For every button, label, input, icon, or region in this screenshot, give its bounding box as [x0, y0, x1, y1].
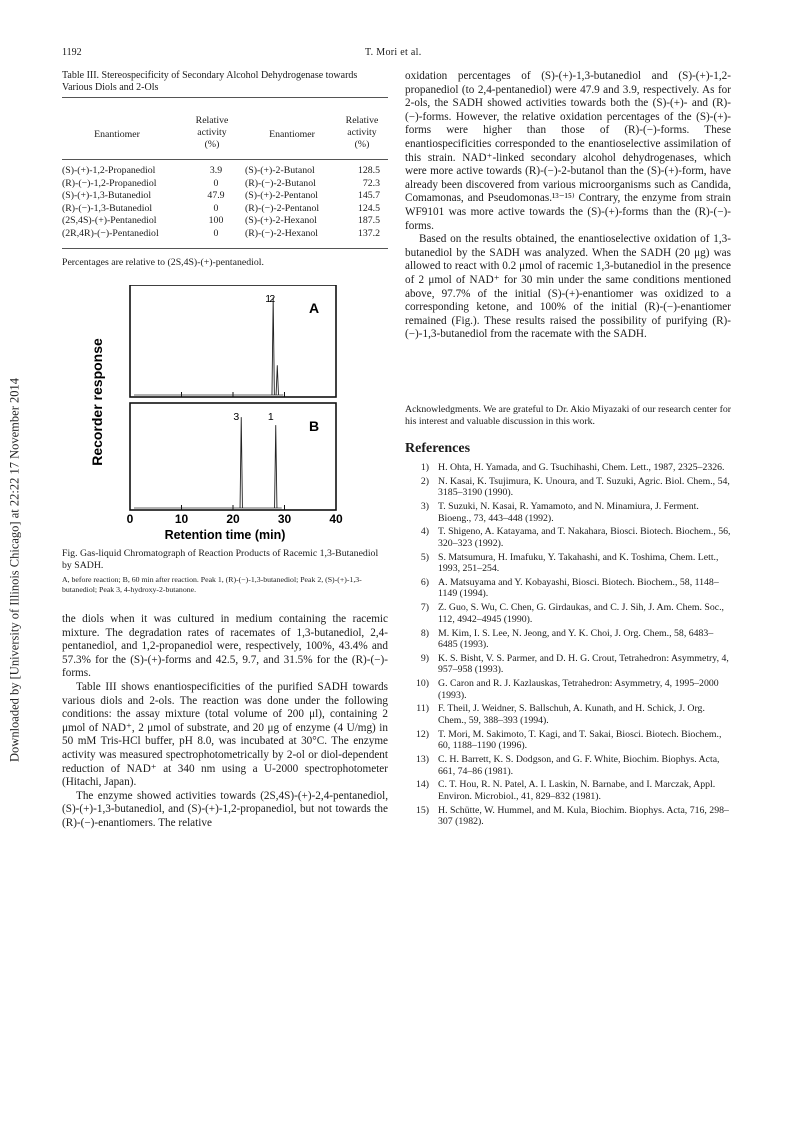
- reference-text: C. H. Barrett, K. S. Dodgson, and G. F. White, Biochim. Biophys. Acta, 661, 74–86 (1981).: [438, 754, 720, 777]
- reference-text: A. Matsuyama and Y. Kobayashi, Biosci. Biotech. Biochem., 58, 1148–1149 (1994).: [438, 576, 719, 600]
- cell-enantiomer: (S)-(+)-1,2-Propanediol: [62, 165, 156, 176]
- download-watermark: [3, 220, 23, 920]
- left-column-body: [62, 613, 388, 831]
- x-axis-label: Retention time (min): [164, 528, 286, 542]
- running-head: T. Mori et al.: [365, 47, 422, 58]
- cell-activity: 145.7: [357, 190, 380, 201]
- reference-item: [405, 678, 731, 701]
- y-axis-label: Recorder response: [89, 338, 105, 466]
- x-tick-label: 30: [277, 512, 292, 526]
- cell-activity: 3.9: [209, 165, 223, 176]
- header-line: activity: [197, 127, 227, 138]
- cell-activity: 100: [208, 215, 224, 226]
- body-paragraph: Table III shows enantiospecificities of the purified SADH towards various diols and 2-ols. The reaction was done under the following conditions: the assay mixture (total volume of 200 μl), containing 2 μmol of NAD⁺, 2 μmol of substrate, and 20 μg of enzyme (4 U/mg) in 50 mM Tris-HCl buffer, pH 8.0, was incubated at 30°C. The enzyme activity was measured spectrophotometrically by 2-ol or diol-dependent reduction of NAD⁺ at 340 nm using a U-2000 spectrophotometer (Hitachi, Japan).: [62, 680, 388, 789]
- x-tick-label: 20: [226, 512, 240, 526]
- body-paragraph: The enzyme showed activities towards (2S,4S)-(+)-2,4-pentanediol, (S)-(+)-1,3-butanediol, and (S)-(+)-1,2-propanediol, but not towards the (R)-(−)-enantiomers. The relative: [62, 789, 388, 829]
- reference-number: 5): [420, 551, 429, 563]
- acknowledgments: Acknowledgments. We are grateful to Dr. Akio Miyazaki of our research center for his interest and valuable discussion in this work.: [405, 404, 731, 427]
- reference-list: [405, 462, 731, 830]
- cell-enantiomer: (R)-(−)-2-Pentanol: [245, 202, 320, 214]
- reference-number: 3): [420, 501, 429, 513]
- reference-number: 14): [415, 779, 429, 791]
- table-header-enantiomer-right: Enantiomer: [269, 129, 315, 140]
- reference-number: 11): [416, 703, 429, 715]
- header-line: Relative: [195, 115, 229, 126]
- reference-item: [405, 577, 731, 600]
- reference-item: [405, 476, 731, 499]
- x-tick-label: 10: [174, 512, 189, 526]
- cell-activity: 0: [213, 177, 219, 189]
- reference-text: H. Schütte, W. Hummel, and M. Kula, Biochim. Biophys. Acta, 716, 298–307 (1982).: [438, 804, 729, 828]
- reference-text: M. Kim, I. S. Lee, N. Jeong, and Y. K. Choi, J. Org. Chem., 58, 6483–6485 (1993).: [438, 627, 714, 651]
- reference-item: [405, 602, 731, 625]
- reference-item: [405, 703, 731, 726]
- table-row: [62, 215, 388, 228]
- reference-text: T. Shigeno, A. Katayama, and T. Nakahara, Biosci. Biotech. Biochem., 56, 320–323 (1992).: [438, 526, 731, 549]
- reference-text: Z. Guo, S. Wu, C. Chen, G. Girdaukas, and C. J. Sih, J. Am. Chem. Soc., 112, 4942–4945 (1990).: [438, 602, 724, 625]
- download-watermark-text: Downloaded by [University of Illinois Chicago] at 22:22 17 November 2014: [7, 378, 22, 762]
- reference-text: T. Mori, M. Sakimoto, T. Kagi, and T. Sakai, Biosci. Biotech. Biochem., 60, 1188–1190 (1996).: [438, 728, 722, 752]
- reference-item: [405, 729, 731, 752]
- cell-enantiomer: (S)-(+)-2-Pentanol: [245, 190, 318, 201]
- chart-axes: [127, 285, 343, 526]
- reference-number: 12): [415, 728, 429, 740]
- reference-text: K. S. Bisht, V. S. Parmer, and D. H. G. Crout, Tetrahedron: Asymmetry, 4, 957–958 (1993).: [438, 652, 729, 676]
- right-column-body: [405, 70, 731, 342]
- cell-activity: 72.3: [362, 177, 380, 189]
- cell-activity: 124.5: [357, 202, 380, 214]
- cell-activity: 128.5: [357, 165, 380, 176]
- body-paragraph: Based on the results obtained, the enantioselective oxidation of 1,3-butanediol by the SADH was analyzed. When the SADH (20 μg) was allowed to react with 0.2 μmol of racemic 1,3-butanediol in the presence of 2 μmol of NAD⁺ for 30 min under the same conditions mentioned above, 97.7% of the initial (S)-(+)-enantiomer was oxidized to a corresponding ketone, and 100% of the initial (R)-(−)-enantiomer remained (Fig.). These results raised the possibility of purifying (R)-(−)-1,3-butanediol from the racemate with the SADH.: [405, 233, 731, 341]
- cell-activity: 137.2: [357, 227, 380, 239]
- header-line: Relative: [345, 115, 379, 126]
- reference-number: 9): [420, 652, 429, 664]
- cell-activity: 187.5: [357, 215, 380, 226]
- reference-text: T. Suzuki, N. Kasai, R. Yamamoto, and N. Minamiura, J. Ferment. Bioeng., 73, 443–448 (1992).: [438, 501, 699, 524]
- peak-3: [240, 417, 242, 508]
- table-footnote: Percentages are relative to (2S,4S)-(+)-pentanediol.: [62, 257, 264, 268]
- peak-1: [275, 425, 277, 508]
- reference-number: 1): [420, 462, 429, 473]
- panel-label-A: A: [308, 300, 320, 316]
- references-heading: References: [405, 441, 471, 456]
- x-tick-label: 40: [329, 512, 343, 526]
- reference-text: H. Ohta, H. Yamada, and G. Tsuchihashi, Chem. Lett., 1987, 2325–2326.: [438, 462, 725, 473]
- reference-item: [405, 462, 731, 474]
- reference-item: [405, 779, 731, 802]
- peak-label: 3: [233, 411, 240, 423]
- reference-text: C. T. Hou, R. N. Patel, A. I. Laskin, N. Barnabe, and I. Marczak, Appl. Environ. Microbiol., 41, 829–832 (1981).: [438, 779, 716, 802]
- reference-number: 10): [415, 678, 429, 690]
- peak-label: 2: [269, 293, 276, 305]
- peak-label: 1: [267, 411, 274, 423]
- table-body: [62, 165, 388, 240]
- reference-item: [405, 805, 731, 828]
- table-rule-bottom: [62, 248, 388, 249]
- table-rule-top: [62, 97, 388, 98]
- reference-item: [405, 628, 731, 651]
- cell-enantiomer: (2S,4S)-(+)-Pentanediol: [62, 215, 157, 226]
- cell-enantiomer: (2R,4R)-(−)-Pentanediol: [62, 227, 159, 239]
- panel-frame: [130, 285, 336, 397]
- cell-activity: 0: [213, 227, 219, 239]
- table-header-activity-left: [182, 115, 242, 151]
- reference-number: 2): [420, 475, 429, 487]
- cell-enantiomer: (S)-(+)-1,3-Butanediol: [62, 190, 152, 201]
- cell-enantiomer: (S)-(+)-2-Hexanol: [245, 215, 317, 226]
- table-row: [62, 228, 388, 241]
- cell-enantiomer: (R)-(−)-2-Hexanol: [245, 227, 318, 239]
- reference-item: [405, 754, 731, 777]
- chart-marks: [134, 293, 319, 508]
- reference-text: S. Matsumura, H. Imafuku, Y. Takahashi, and K. Toshima, Chem. Lett., 1993, 251–254.: [438, 551, 719, 575]
- body-paragraph: oxidation percentages of (S)-(+)-1,3-butanediol and (S)-(+)-1,2-propanediol (to 2,4-pentanediol) were 47.9 and 3.9, respectively. As for 2-ols, the SADH showed activities towards both the (S)-(+)- and (R)-(−)-forms. However, the relative oxidation percentages of the (S)-(+)-forms were higher than those of (R)-(−)-forms. These enantiospecificities corresponded to the enantioselective assimilation of this strain. NAD⁺-linked secondary alcohol dehydrogenases, which were more active towards (R)-(−)-2-butanol than the (S)-(+)-form, have already been discovered from various microorganisms such as Candida, Comamonas, and Pseudomonas.¹³⁻¹⁵⁾ Contrary, the enzyme from strain WF9101 was more active towards the (S)-(+)-forms than the (R)-(−)-forms.: [405, 70, 731, 232]
- peak-2: [276, 365, 278, 395]
- x-tick-label: 0: [126, 512, 134, 526]
- chromatogram-chart: [80, 285, 370, 545]
- figure-caption: Fig. Gas-liquid Chromatograph of Reaction Products of Racemic 1,3-Butanediol by SADH.: [62, 548, 379, 571]
- table-row: [62, 190, 388, 203]
- page-number: 1192: [62, 47, 82, 58]
- reference-item: [405, 552, 731, 575]
- reference-item: [405, 501, 731, 524]
- table-header-enantiomer-left: Enantiomer: [94, 129, 140, 140]
- cell-activity: 0: [213, 202, 219, 214]
- peak-1: [272, 297, 274, 395]
- table-row: [62, 203, 388, 216]
- reference-number: 7): [420, 602, 429, 614]
- reference-item: [405, 526, 731, 549]
- cell-activity: 47.9: [207, 190, 225, 201]
- reference-text: F. Theil, J. Weidner, S. Ballschuh, A. Kunath, and H. Schick, J. Org. Chem., 59, 388–393 (1994).: [438, 703, 705, 726]
- table-row: [62, 165, 388, 178]
- header-line: (%): [354, 139, 370, 150]
- reference-number: 4): [420, 526, 429, 538]
- cell-enantiomer: (S)-(+)-2-Butanol: [245, 165, 315, 176]
- table-caption: Table III. Stereospecificity of Secondary Alcohol Dehydrogenase towards Various Diols and 2-Ols: [62, 70, 358, 93]
- reference-text: N. Kasai, K. Tsujimura, K. Unoura, and T. Suzuki, Agric. Biol. Chem., 54, 3185–3190 (1990).: [438, 475, 730, 499]
- reference-text: G. Caron and R. J. Kazlauskas, Tetrahedron: Asymmetry, 4, 1995–2000 (1993).: [438, 678, 719, 701]
- table-row: [62, 178, 388, 191]
- peak-label: 1: [265, 293, 272, 305]
- cell-enantiomer: (R)-(−)-1,2-Propanediol: [62, 177, 157, 189]
- figure-subcaption: A, before reaction; B, 60 min after reaction. Peak 1, (R)-(−)-1,3-butanediol; Peak 2, (S)-(+)-1,3-butanediol; Peak 3, 4-hydroxy-2-butanone.: [62, 575, 362, 594]
- table-header-activity-right: [334, 115, 390, 151]
- panel-label-B: B: [308, 418, 320, 434]
- header-line: (%): [204, 139, 220, 150]
- cell-enantiomer: (R)-(−)-2-Butanol: [245, 177, 316, 189]
- reference-number: 8): [420, 627, 429, 639]
- reference-number: 13): [415, 754, 429, 766]
- reference-number: 6): [420, 576, 429, 588]
- table-rule-mid: [62, 159, 388, 160]
- reference-number: 15): [415, 804, 429, 816]
- body-paragraph: the diols when it was cultured in medium containing the racemic mixture. The degradation rates of racemates of 1,3-butanediol, 2,4-pentanediol, and 1,2-propanediol were, respectively, 100%, 43.4% and 57.3% for the (S)-(+)-forms and 42.5, 9.7, and 31.5% for the (R)-(−)-forms.: [62, 613, 388, 680]
- reference-item: [405, 653, 731, 676]
- cell-enantiomer: (R)-(−)-1,3-Butanediol: [62, 202, 153, 214]
- header-line: activity: [347, 127, 377, 138]
